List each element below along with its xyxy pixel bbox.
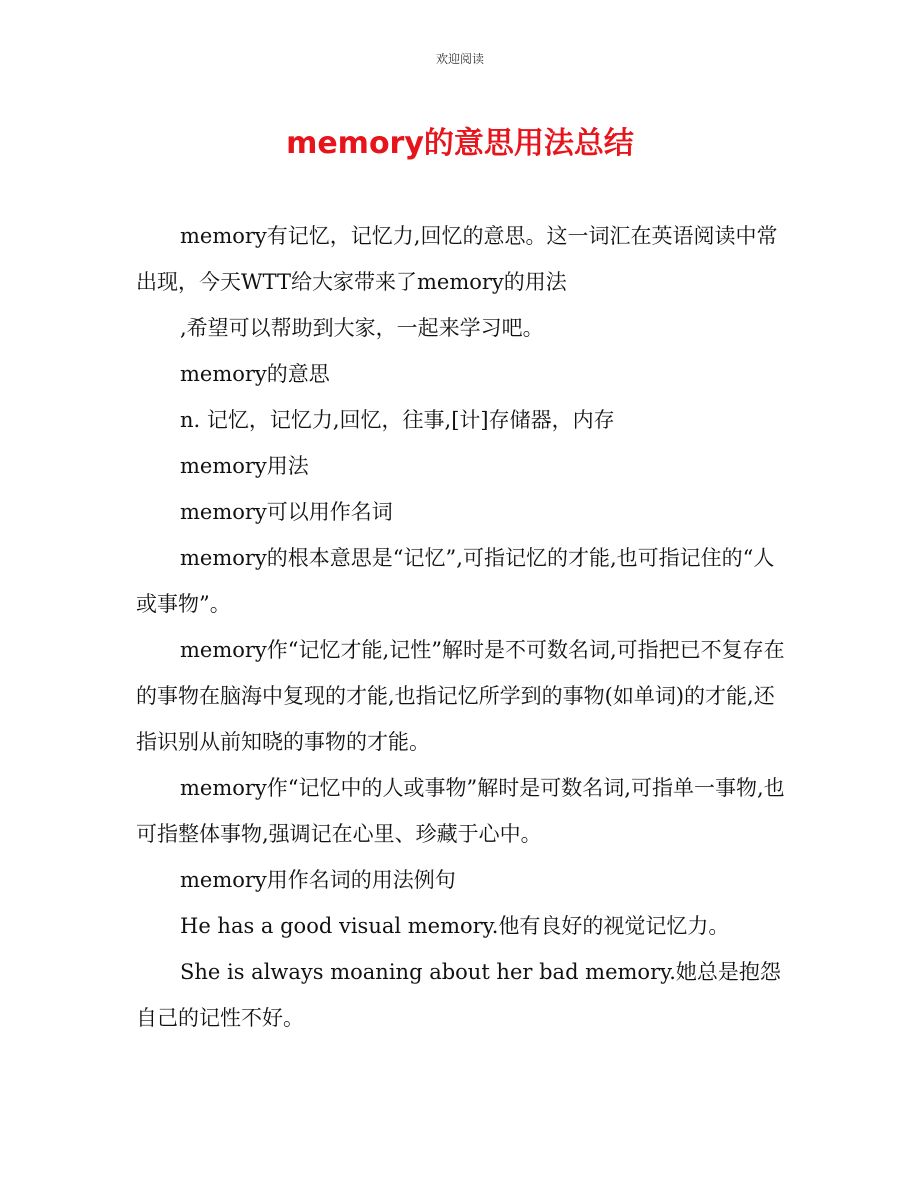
paragraph-intro: memory有记忆，记忆力,回忆的意思。这一词汇在英语阅读中常出现，今天WTT给大家带来了memory的用法: [136, 224, 778, 294]
paragraph-definition: n. 记忆，记忆力,回忆，往事,[计]存储器，内存: [180, 408, 615, 432]
paragraph-noun-usage: memory可以用作名词: [180, 500, 393, 524]
example-sentence-1: He has a good visual memory.他有良好的视觉记忆力。: [180, 914, 730, 938]
document-body: [136, 213, 786, 1041]
paragraph-countable: memory作“记忆中的人或事物”解时是可数名词,可指单一事物,也可指整体事物,强调记在心里、珍藏于心中。: [136, 776, 785, 846]
document-title: memory的意思用法总结: [286, 126, 634, 161]
paragraph-basic-meaning: memory的根本意思是“记忆”,可指记忆的才能,也可指记住的“人或事物”。: [136, 546, 775, 616]
heading-meaning: memory的意思: [180, 362, 330, 386]
heading-examples: memory用作名词的用法例句: [180, 868, 456, 892]
example-sentence-2: She is always moaning about her bad memory.她总是抱怨自己的记性不好。: [136, 960, 781, 1030]
paragraph-uncountable: memory作“记忆才能,记性”解时是不可数名词,可指把已不复存在的事物在脑海中复现的才能,也指记忆所学到的事物(如单词)的才能,还指识别从前知晓的事物的才能。: [136, 638, 785, 754]
heading-usage: memory用法: [180, 454, 309, 478]
page-header: 欢迎阅读: [435, 52, 484, 66]
paragraph-intro-continued: ,希望可以帮助到大家，一起来学习吧。: [180, 316, 544, 340]
